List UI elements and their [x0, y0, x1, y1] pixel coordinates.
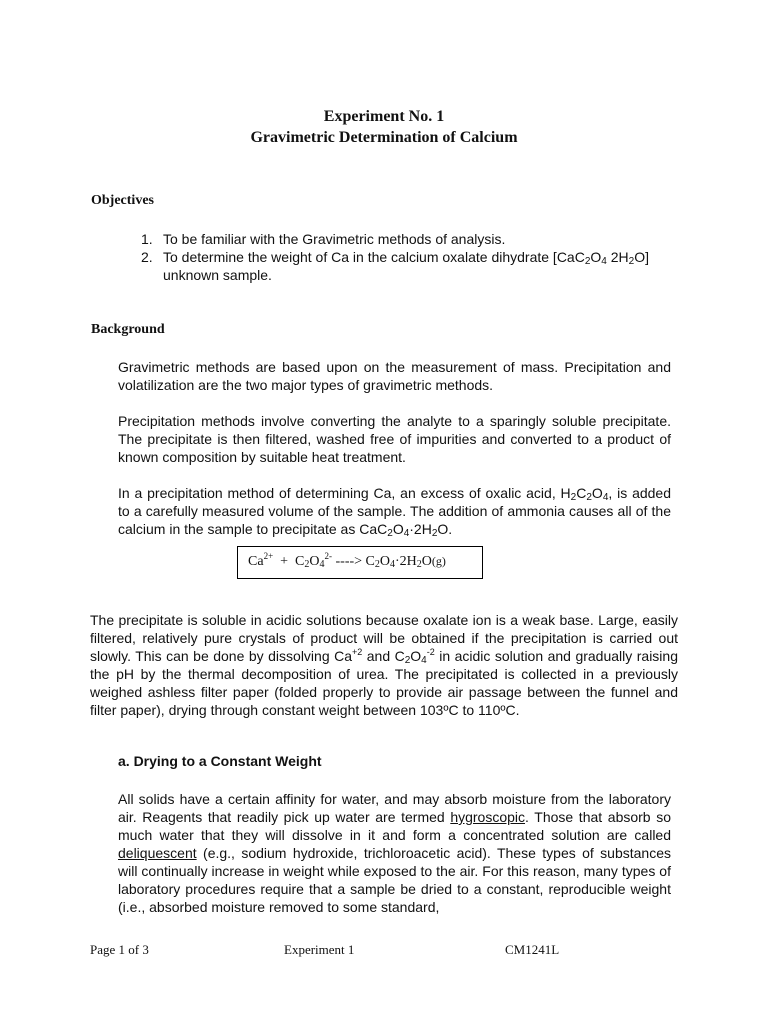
background-paragraph-1: Gravimetric methods are based upon on the measurement of mass. Precipitation and volatilization are the two major types of gravimetric methods.: [118, 359, 671, 393]
p4-text-a: The precipitate is soluble in acidic solutions because oxalate ion is a weak base. Large, easily filtered, relatively pure crystals of product will be obtained if the precipitation is carried out slowly. This can be done by dissolving: [90, 612, 678, 664]
drying-heading: a. Drying to a Constant Weight: [118, 753, 322, 769]
footer-page-number: Page 1 of 3: [90, 942, 149, 957]
p4-and: and: [366, 648, 391, 664]
equation-state: (g): [431, 554, 446, 568]
term-hygroscopic: hygroscopic: [450, 809, 526, 825]
objectives-heading: Objectives: [91, 193, 154, 208]
drying-text-a: All solids have a certain affinity for water, and may absorb moisture from the laboratory air. Reagents that readily pick up water are termed: [118, 791, 671, 825]
p3-text-a: In a precipitation method of determining Ca, an excess of oxalic acid,: [118, 485, 556, 501]
p4-text-b: in acidic solution and gradually raising the pH by the thermal decomposition of urea. The precipitated is collected in a previously weighed ashless filter paper (folded properly to provide air passage between the funnel and filter paper), drying through constant weight between: [90, 648, 678, 718]
footer-course-code: CM1241L: [505, 942, 560, 957]
reaction-equation: $Ca^{2+} + C_2O_4^{2-}$ ----> $C_2O_4\cdot 2H_2O(g)$: [237, 546, 483, 579]
background-paragraph-3: In a precipitation method of determining Ca, an excess of oxalic acid, $H_2C_2O_4$, is added to a carefully measured volume of the sample. The addition of ammonia causes all of the calcium in the sample to precipitate as $CaC_2O_4\cdot 2H_2O$.: [118, 485, 671, 539]
objective-text: To determine the weight of Ca in the calcium oxalate dihydrate: [163, 249, 550, 265]
drying-paragraph: [118, 790, 671, 916]
page-subtitle: Gravimetric Determination of Calcium: [250, 129, 518, 146]
background-heading: Background: [91, 322, 165, 337]
objective-item-1: [141, 230, 649, 248]
objective-number: 1.: [141, 231, 153, 247]
page-title: Experiment No. 1: [323, 108, 445, 125]
p4-temp-high: 110ºC.: [478, 702, 520, 718]
background-paragraph-4: The precipitate is soluble in acidic solutions because oxalate ion is a weak base. Large, easily filtered, relatively pure crystals of product will be obtained if the precipitation is carried out slowly. This can be done by dissolving $Ca^{+2}$ and $C_2O_4^{-2}$ in acidic solution and gradually raising the pH by the thermal decomposition of urea. The precipitated is collected in a previously weighed ashless filter paper (folded properly to provide air passage between the funnel and filter paper), drying through constant weight between 103ºC to 110ºC.: [90, 612, 678, 718]
drying-text-c: (e.g., sodium hydroxide, trichloroacetic acid). These types of substances will continually increase in weight while exposed to the air. For this reason, many types of laboratory procedures require that a sample be dried to a constant, reproducible weight (i.e., absorbed moisture removed to some standard,: [118, 845, 672, 915]
equation-arrow: ---->: [335, 554, 363, 569]
objective-item-2: 2. To determine the weight of Ca in the calcium oxalate dihydrate [$CaC_2O_4$ $2H_2O$] unknown sample.: [141, 249, 649, 283]
p4-temp-low: 103ºC: [419, 702, 459, 718]
term-deliquescent: deliquescent: [118, 845, 197, 861]
p4-to: to: [462, 702, 475, 718]
background-paragraph-2: Precipitation methods involve converting the analyte to a sparingly soluble precipitate. The precipitate is then filtered, washed free of impurities and converted to a product of known composition by suitable heat treatment.: [118, 413, 671, 465]
footer-experiment: Experiment 1: [284, 942, 355, 957]
objective-number: 2.: [141, 249, 153, 265]
drying-text-b: . Those that absorb so much water that they will dissolve in it and form a concentrated solution are called: [118, 809, 671, 843]
objective-text: To be familiar with the Gravimetric methods of analysis.: [163, 231, 506, 247]
objective-text-end: unknown sample.: [163, 267, 272, 283]
p3-text-b: is added to a carefully measured volume of the sample. The addition of ammonia causes all of the calcium in the sample to precipitate as: [118, 485, 671, 537]
